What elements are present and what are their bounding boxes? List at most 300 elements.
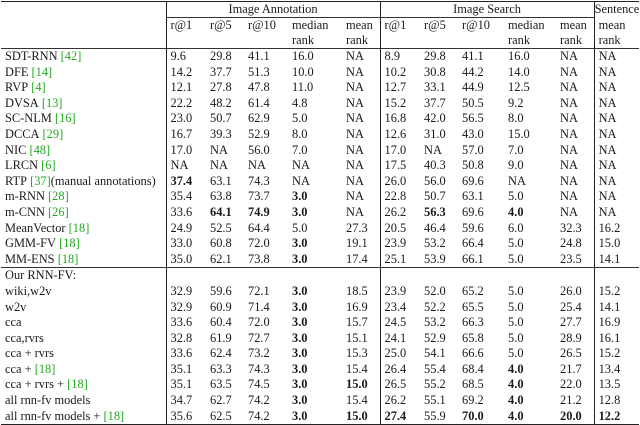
header-row-1 xyxy=(1,18,639,34)
table-row xyxy=(1,409,639,425)
value-cell: 44.2 xyxy=(462,64,484,79)
value-cell: 56.3 xyxy=(424,204,446,219)
value-cell: 15.4 xyxy=(342,393,380,409)
empty-cell xyxy=(458,268,504,284)
table-row xyxy=(1,49,639,65)
method-name-cell xyxy=(1,127,166,143)
value-cell: 5.0 xyxy=(508,251,524,266)
value-cell: 74.2 xyxy=(248,393,270,408)
empty-cell xyxy=(556,268,594,284)
value-cell: 3.0 xyxy=(292,377,308,392)
value-cell: 73.7 xyxy=(248,189,270,204)
empty-cell xyxy=(342,268,380,284)
value-cell: 15.7 xyxy=(342,315,380,331)
value-cell: 35.1 xyxy=(170,377,193,392)
value-cell: 74.3 xyxy=(248,361,270,376)
method-name: LRCN xyxy=(5,158,39,173)
value-cell: 62.9 xyxy=(248,111,270,126)
method-name-cell xyxy=(1,346,166,362)
method-name: DFE xyxy=(5,64,29,79)
value-cell: 31.0 xyxy=(424,126,446,141)
value-cell: 16.1 xyxy=(598,330,621,345)
value-cell: 3.0 xyxy=(292,204,308,219)
header-group-row xyxy=(1,2,639,18)
table-row xyxy=(1,189,639,205)
value-cell: 3.0 xyxy=(292,236,308,251)
citation-link[interactable]: [16] xyxy=(54,111,76,126)
value-cell: 50.5 xyxy=(462,95,484,110)
method-name: cca + xyxy=(5,361,35,376)
value-cell: 22.2 xyxy=(170,95,193,110)
value-cell: 25.1 xyxy=(384,251,407,266)
value-cell: 59.6 xyxy=(210,283,232,298)
value-cell: NA xyxy=(556,143,594,159)
column-header-sub: rank xyxy=(598,33,621,47)
value-cell: NA xyxy=(292,158,310,173)
empty-cell xyxy=(244,268,288,284)
value-cell: 30.8 xyxy=(424,64,446,79)
value-cell: 66.4 xyxy=(462,236,484,251)
value-cell: NA xyxy=(556,49,594,65)
value-cell: 54.1 xyxy=(424,346,446,361)
method-name-cell xyxy=(1,331,166,347)
table-row xyxy=(1,65,639,81)
value-cell: 74.2 xyxy=(244,409,288,425)
value-cell: 14.1 xyxy=(598,251,621,266)
value-cell: 27.4 xyxy=(380,409,420,425)
value-cell: NA xyxy=(342,174,380,190)
value-cell: 11.0 xyxy=(292,80,314,95)
citation-link[interactable]: [4] xyxy=(31,80,46,95)
value-cell: 33.0 xyxy=(170,236,193,251)
value-cell: 50.7 xyxy=(424,189,446,204)
value-cell: NA xyxy=(598,64,617,79)
value-cell: NA xyxy=(424,142,442,157)
value-cell: 15.1 xyxy=(342,331,380,347)
column-header: r@5 xyxy=(210,18,232,32)
column-header: median xyxy=(292,18,329,32)
value-cell: 27.7 xyxy=(556,315,594,331)
value-cell: 50.7 xyxy=(210,111,232,126)
method-name: SDT-RNN xyxy=(5,49,58,63)
value-cell: 9.0 xyxy=(508,158,524,173)
value-cell: 56.0 xyxy=(248,142,270,157)
value-cell: 52.0 xyxy=(424,283,446,298)
value-cell: 63.5 xyxy=(210,377,232,392)
value-cell: 16.0 xyxy=(288,49,342,65)
value-cell: 21.2 xyxy=(556,393,594,409)
value-cell: 72.7 xyxy=(248,330,270,345)
value-cell: 65.2 xyxy=(462,283,484,298)
value-cell: 18.5 xyxy=(342,284,380,300)
table-row xyxy=(1,393,639,409)
value-cell: 12.8 xyxy=(598,393,621,408)
value-cell: 26.0 xyxy=(384,173,407,188)
value-cell: 8.0 xyxy=(292,126,308,141)
value-cell: 15.2 xyxy=(598,346,621,361)
value-cell: NA xyxy=(556,80,594,96)
table-row xyxy=(1,377,639,393)
column-header: median xyxy=(508,18,545,32)
value-cell: 66.3 xyxy=(462,315,484,330)
method-name-cell xyxy=(1,362,166,378)
value-cell: 28.9 xyxy=(556,331,594,347)
value-cell: 8.9 xyxy=(380,49,420,65)
value-cell: 63.1 xyxy=(210,173,232,188)
value-cell: NA xyxy=(556,127,594,143)
value-cell: 12.5 xyxy=(508,80,530,95)
empty-cell xyxy=(166,268,206,284)
method-name: RVP xyxy=(5,80,29,95)
method-name: RTP xyxy=(5,173,27,188)
value-cell: 16.9 xyxy=(598,315,621,330)
value-cell: 42.0 xyxy=(424,111,446,126)
empty-cell xyxy=(206,268,244,284)
citation-link[interactable]: [29] xyxy=(42,126,64,141)
section-title-row xyxy=(1,268,639,284)
method-suffix: (manual annotations) xyxy=(50,173,156,188)
value-cell: 32.8 xyxy=(170,330,193,345)
value-cell: 5.0 xyxy=(508,315,524,330)
method-name-cell xyxy=(1,409,166,425)
value-cell: 16.0 xyxy=(504,49,556,65)
results-table xyxy=(1,1,639,425)
method-name: DVSA xyxy=(5,95,39,110)
value-cell: 51.3 xyxy=(248,64,270,79)
method-name: m-CNN xyxy=(5,204,45,219)
value-cell: 15.0 xyxy=(342,377,380,393)
table-row xyxy=(1,143,639,159)
group-sentence: Sentence xyxy=(594,2,640,17)
value-cell: 26.0 xyxy=(556,284,594,300)
value-cell: 21.7 xyxy=(556,362,594,378)
citation-link[interactable]: [18] xyxy=(67,377,88,392)
value-cell: 47.8 xyxy=(248,80,270,95)
method-name: w2v xyxy=(5,299,27,314)
method-name-cell xyxy=(1,205,166,221)
value-cell: 56.5 xyxy=(462,111,484,126)
value-cell: 62.1 xyxy=(210,251,232,266)
value-cell: 13.5 xyxy=(598,377,621,392)
value-cell: 5.0 xyxy=(508,346,524,361)
column-header: r@5 xyxy=(424,18,446,32)
value-cell: 23.9 xyxy=(384,236,407,251)
header-row-2 xyxy=(1,33,639,49)
method-name: all rnn-fv models + xyxy=(5,408,104,423)
citation-link[interactable]: [37] xyxy=(30,173,51,188)
value-cell: 3.0 xyxy=(292,283,308,298)
value-cell: 23.5 xyxy=(556,252,594,268)
value-cell: 44.9 xyxy=(462,80,484,95)
value-cell: 48.2 xyxy=(210,95,232,110)
value-cell: 16.8 xyxy=(384,111,407,126)
value-cell: 24.1 xyxy=(384,330,407,345)
value-cell: 27.3 xyxy=(342,221,380,237)
value-cell: 60.9 xyxy=(210,299,232,314)
citation-link[interactable]: [18] xyxy=(103,408,125,423)
value-cell: 8.0 xyxy=(508,111,524,126)
value-cell: 62.7 xyxy=(210,393,232,408)
table-row xyxy=(1,174,639,190)
method-name-cell xyxy=(1,96,166,112)
value-cell: NA xyxy=(556,189,594,205)
value-cell: 68.4 xyxy=(462,361,484,376)
value-cell: 17.0 xyxy=(170,142,193,157)
value-cell: 9.6 xyxy=(166,49,206,65)
value-cell: 22.0 xyxy=(556,377,594,393)
value-cell: NA xyxy=(598,95,617,110)
value-cell: NA xyxy=(342,143,380,159)
method-name: cca + rvrs xyxy=(5,346,54,361)
empty-cell xyxy=(594,268,639,284)
value-cell: 29.8 xyxy=(420,49,458,65)
value-cell: 26.4 xyxy=(384,361,407,376)
column-header-sub xyxy=(380,33,420,49)
value-cell: 26.2 xyxy=(384,393,407,408)
method-name-cell xyxy=(1,300,166,316)
column-header: mean xyxy=(556,18,594,34)
value-cell: 64.1 xyxy=(210,204,232,219)
citation-link[interactable]: [26] xyxy=(48,204,69,219)
method-name: wiki,w2v xyxy=(5,283,52,298)
table-row xyxy=(1,96,639,112)
value-cell: 3.0 xyxy=(292,189,308,204)
value-cell: 72.1 xyxy=(248,283,270,298)
method-name-cell xyxy=(1,80,166,96)
citation-link[interactable]: [14] xyxy=(31,64,53,79)
value-cell: 12.1 xyxy=(170,80,193,95)
citation-link[interactable]: [42] xyxy=(60,49,82,63)
column-header-sub: rank xyxy=(292,33,315,47)
table-row xyxy=(1,127,639,143)
value-cell: 69.6 xyxy=(462,204,484,219)
method-name-cell xyxy=(1,393,166,409)
value-cell: 60.8 xyxy=(210,236,232,251)
value-cell: NA xyxy=(292,173,310,188)
citation-link[interactable]: [18] xyxy=(59,236,80,251)
value-cell: 10.0 xyxy=(292,64,314,79)
value-cell: 3.0 xyxy=(292,393,308,408)
value-cell: 12.6 xyxy=(384,126,407,141)
value-cell: 4.0 xyxy=(508,361,524,376)
value-cell: 35.6 xyxy=(166,409,206,425)
value-cell: 73.8 xyxy=(248,251,270,266)
value-cell: 33.6 xyxy=(170,315,193,330)
value-cell: 56.0 xyxy=(424,173,446,188)
method-name-cell xyxy=(1,236,166,252)
column-header: r@10 xyxy=(248,18,276,32)
table-row xyxy=(1,346,639,362)
method-name-cell xyxy=(1,65,166,81)
value-cell: NA xyxy=(210,142,228,157)
value-cell: 57.0 xyxy=(462,142,484,157)
method-name: all rnn-fv models xyxy=(5,393,91,408)
value-cell: 37.7 xyxy=(424,95,446,110)
value-cell: 4.0 xyxy=(508,377,524,392)
value-cell: 5.0 xyxy=(292,111,308,126)
value-cell: 34.7 xyxy=(170,393,193,408)
value-cell: NA xyxy=(598,126,617,141)
value-cell: 5.0 xyxy=(508,330,524,345)
value-cell: 26.2 xyxy=(384,204,407,219)
column-header-sub: rank xyxy=(556,33,594,49)
value-cell: 55.9 xyxy=(420,409,458,425)
value-cell: 10.2 xyxy=(384,64,407,79)
section-title: Our RNN-FV: xyxy=(1,268,166,284)
group-image-search: Image Search xyxy=(380,2,594,18)
value-cell: 19.1 xyxy=(342,236,380,252)
table-row xyxy=(1,111,639,127)
table-row xyxy=(1,221,639,237)
value-cell: NA xyxy=(598,173,617,188)
value-cell: 25.4 xyxy=(556,300,594,316)
value-cell: 17.0 xyxy=(384,142,407,157)
value-cell: 66.6 xyxy=(462,346,484,361)
value-cell: 64.4 xyxy=(248,220,270,235)
citation-link[interactable]: [28] xyxy=(48,189,69,204)
value-cell: NA xyxy=(342,65,380,81)
value-cell: 4.8 xyxy=(292,95,308,110)
column-header-sub: rank xyxy=(508,33,531,47)
value-cell: 15.2 xyxy=(384,95,407,110)
value-cell: NA xyxy=(342,80,380,96)
value-cell: NA xyxy=(556,96,594,112)
value-cell: 40.3 xyxy=(424,158,446,173)
method-name-cell xyxy=(1,49,166,65)
value-cell: 53.2 xyxy=(424,236,446,251)
value-cell: 69.6 xyxy=(462,173,484,188)
value-cell: 3.0 xyxy=(292,361,308,376)
table-row xyxy=(1,300,639,316)
value-cell: 35.1 xyxy=(170,361,193,376)
empty-cell xyxy=(288,268,342,284)
value-cell: 9.2 xyxy=(508,95,524,110)
value-cell: 50.8 xyxy=(462,158,484,173)
value-cell: 3.0 xyxy=(292,346,308,361)
value-cell: 7.0 xyxy=(292,142,308,157)
value-cell: 15.4 xyxy=(342,362,380,378)
citation-link[interactable]: [48] xyxy=(29,142,51,157)
value-cell: 23.9 xyxy=(384,283,407,298)
citation-link[interactable]: [18] xyxy=(57,251,79,266)
value-cell: 46.4 xyxy=(424,220,446,235)
citation-link[interactable]: [6] xyxy=(41,158,56,173)
value-cell: NA xyxy=(342,111,380,127)
value-cell: 17.5 xyxy=(384,158,407,173)
value-cell: NA xyxy=(248,158,266,173)
empty-cell xyxy=(380,268,420,284)
column-header-sub: rank xyxy=(342,33,380,49)
column-header: r@10 xyxy=(462,18,490,32)
method-name-cell xyxy=(1,111,166,127)
value-cell: 14.1 xyxy=(598,299,621,314)
value-cell: 25.0 xyxy=(384,346,407,361)
citation-link[interactable]: [18] xyxy=(68,220,90,235)
method-name-cell xyxy=(1,315,166,331)
method-name: m-RNN xyxy=(5,189,45,204)
value-cell: 17.4 xyxy=(342,252,380,268)
method-name: cca,rvrs xyxy=(5,330,44,345)
empty-cell xyxy=(504,268,556,284)
citation-link[interactable]: [13] xyxy=(41,95,63,110)
value-cell: 5.0 xyxy=(292,220,308,235)
value-cell: 52.5 xyxy=(210,220,232,235)
value-cell: 23.4 xyxy=(384,299,407,314)
method-name: NIC xyxy=(5,142,27,157)
value-cell: 69.2 xyxy=(462,393,484,408)
value-cell: 3.0 xyxy=(292,330,308,345)
group-image-annotation: Image Annotation xyxy=(166,2,380,18)
method-name: cca xyxy=(5,315,22,330)
value-cell: 59.6 xyxy=(462,220,484,235)
method-name-cell xyxy=(1,143,166,159)
value-cell: 32.9 xyxy=(170,299,193,314)
value-cell: 4.0 xyxy=(508,204,524,219)
table-row xyxy=(1,205,639,221)
value-cell: NA xyxy=(342,127,380,143)
value-cell: 16.7 xyxy=(170,126,193,141)
value-cell: NA xyxy=(598,204,617,219)
value-cell: NA xyxy=(556,65,594,81)
value-cell: 70.0 xyxy=(458,409,504,425)
value-cell: NA xyxy=(342,189,380,205)
value-cell: 72.0 xyxy=(248,236,270,251)
value-cell: 52.2 xyxy=(424,299,446,314)
value-cell: 61.4 xyxy=(248,95,270,110)
value-cell: 3.0 xyxy=(292,251,308,266)
table-row xyxy=(1,362,639,378)
value-cell: 74.5 xyxy=(248,377,270,392)
column-header-sub xyxy=(206,33,244,49)
column-header: r@1 xyxy=(384,18,407,32)
value-cell: 62.5 xyxy=(206,409,244,425)
method-name-cell xyxy=(1,158,166,174)
value-cell: NA xyxy=(594,49,639,65)
value-cell: 43.0 xyxy=(462,126,484,141)
value-cell: 29.8 xyxy=(206,49,244,65)
value-cell: 63.1 xyxy=(462,189,484,204)
value-cell: NA xyxy=(210,158,228,173)
value-cell: 41.1 xyxy=(458,49,504,65)
value-cell: 66.1 xyxy=(462,251,484,266)
value-cell: 53.9 xyxy=(424,251,446,266)
value-cell: 72.0 xyxy=(248,315,270,330)
value-cell: 52.9 xyxy=(424,330,446,345)
table-row xyxy=(1,331,639,347)
value-cell: 12.2 xyxy=(594,409,639,425)
value-cell: NA xyxy=(170,158,189,173)
value-cell: 5.0 xyxy=(508,299,524,314)
value-cell: NA xyxy=(342,49,380,65)
value-cell: 26.5 xyxy=(556,346,594,362)
value-cell: NA xyxy=(598,189,617,204)
value-cell: NA xyxy=(598,80,617,95)
value-cell: 16.9 xyxy=(342,300,380,316)
method-name-cell xyxy=(1,189,166,205)
table-row xyxy=(1,284,639,300)
value-cell: NA xyxy=(556,205,594,221)
column-header: mean xyxy=(342,18,380,34)
value-cell: 16.2 xyxy=(598,220,621,235)
citation-link[interactable]: [18] xyxy=(34,361,56,376)
method-name: MeanVector xyxy=(5,220,66,235)
table-row xyxy=(1,80,639,96)
value-cell: 55.2 xyxy=(424,377,446,392)
value-cell: 3.0 xyxy=(288,409,342,425)
value-cell: 20.5 xyxy=(384,220,407,235)
value-cell: 74.9 xyxy=(248,204,270,219)
value-cell: 15.0 xyxy=(508,126,530,141)
